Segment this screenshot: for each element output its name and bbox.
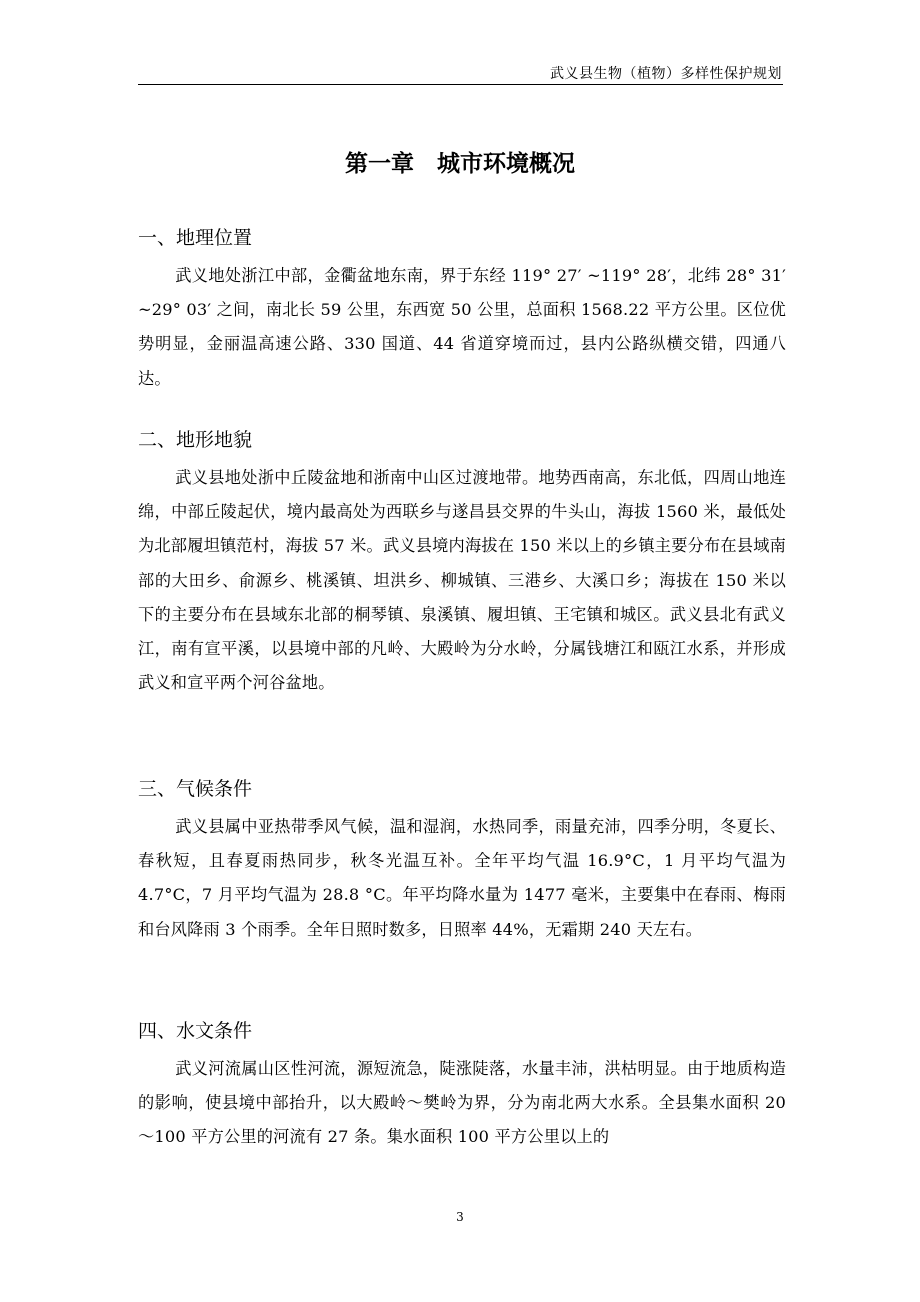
section-heading: 二、地形地貌 [138, 429, 253, 451]
page-number: 3 [456, 1210, 464, 1224]
section-paragraph: 武义县地处浙中丘陵盆地和浙南中山区过渡地带。地势西南高，东北低，四周山地连绵，中部丘陵起伏，境内最高处为西联乡与遂昌县交界的牛头山，海拔 1560 米，最低处为北部履坦镇范村，海拔 57 米。武义县境内海拔在 150 米以上的乡镇主要分布在县域南部的大田乡、俞源乡、桃溪镇、坦洪乡、柳城镇、三港乡、大溪口乡；海拔在 150 米以下的主要分布在县域东北部的桐琴镇、泉溪镇、履坦镇、王宅镇和城区。武义县北有武义江，南有宣平溪，以县境中部的凡岭、大殿岭为分水岭，分属钱塘江和瓯江水系，并形成武义和宣平两个河谷盆地。 [138, 468, 786, 693]
section-heading: 一、地理位置 [138, 227, 253, 249]
section-climate [138, 772, 786, 947]
section-terrain [138, 423, 786, 700]
running-header: 武义县生物（植物）多样性保护规划 [550, 66, 782, 82]
section-paragraph: 武义县属中亚热带季风气候，温和湿润，水热同季，雨量充沛，四季分明，冬夏长、春秋短，且春夏雨热同步，秋冬光温互补。全年平均气温 16.9°C，1 月平均气温为 4.7°C，7 月平均气温为 28.8 °C。年平均降水量为 1477 毫米，主要集中在春雨、梅雨和台风降雨 3 个雨季。全年日照时数多，日照率 44%，无霜期 240 天左右。 [138, 817, 786, 939]
section-heading: 三、气候条件 [138, 778, 253, 800]
chapter-title: 第一章 城市环境概况 [345, 151, 575, 177]
header-divider [138, 84, 783, 85]
section-paragraph: 武义地处浙江中部，金衢盆地东南，界于东经 119° 27′ ~119° 28′，北纬 28° 31′ ~29° 03′ 之间，南北长 59 公里，东西宽 50 公里，总面积 1568.22 平方公里。区位优势明显，金丽温高速公路、330 国道、44 省道穿境而过，县内公路纵横交错，四通八达。 [138, 266, 786, 388]
section-paragraph: 武义河流属山区性河流，源短流急，陡涨陡落，水量丰沛，洪枯明显。由于地质构造的影响，使县境中部抬升，以大殿岭～樊岭为界，分为南北两大水系。全县集水面积 20～100 平方公里的河流有 27 条。集水面积 100 平方公里以上的 [138, 1059, 786, 1147]
section-geographic-location [138, 221, 786, 396]
section-hydrology [138, 1014, 786, 1155]
section-heading: 四、水文条件 [138, 1020, 253, 1042]
